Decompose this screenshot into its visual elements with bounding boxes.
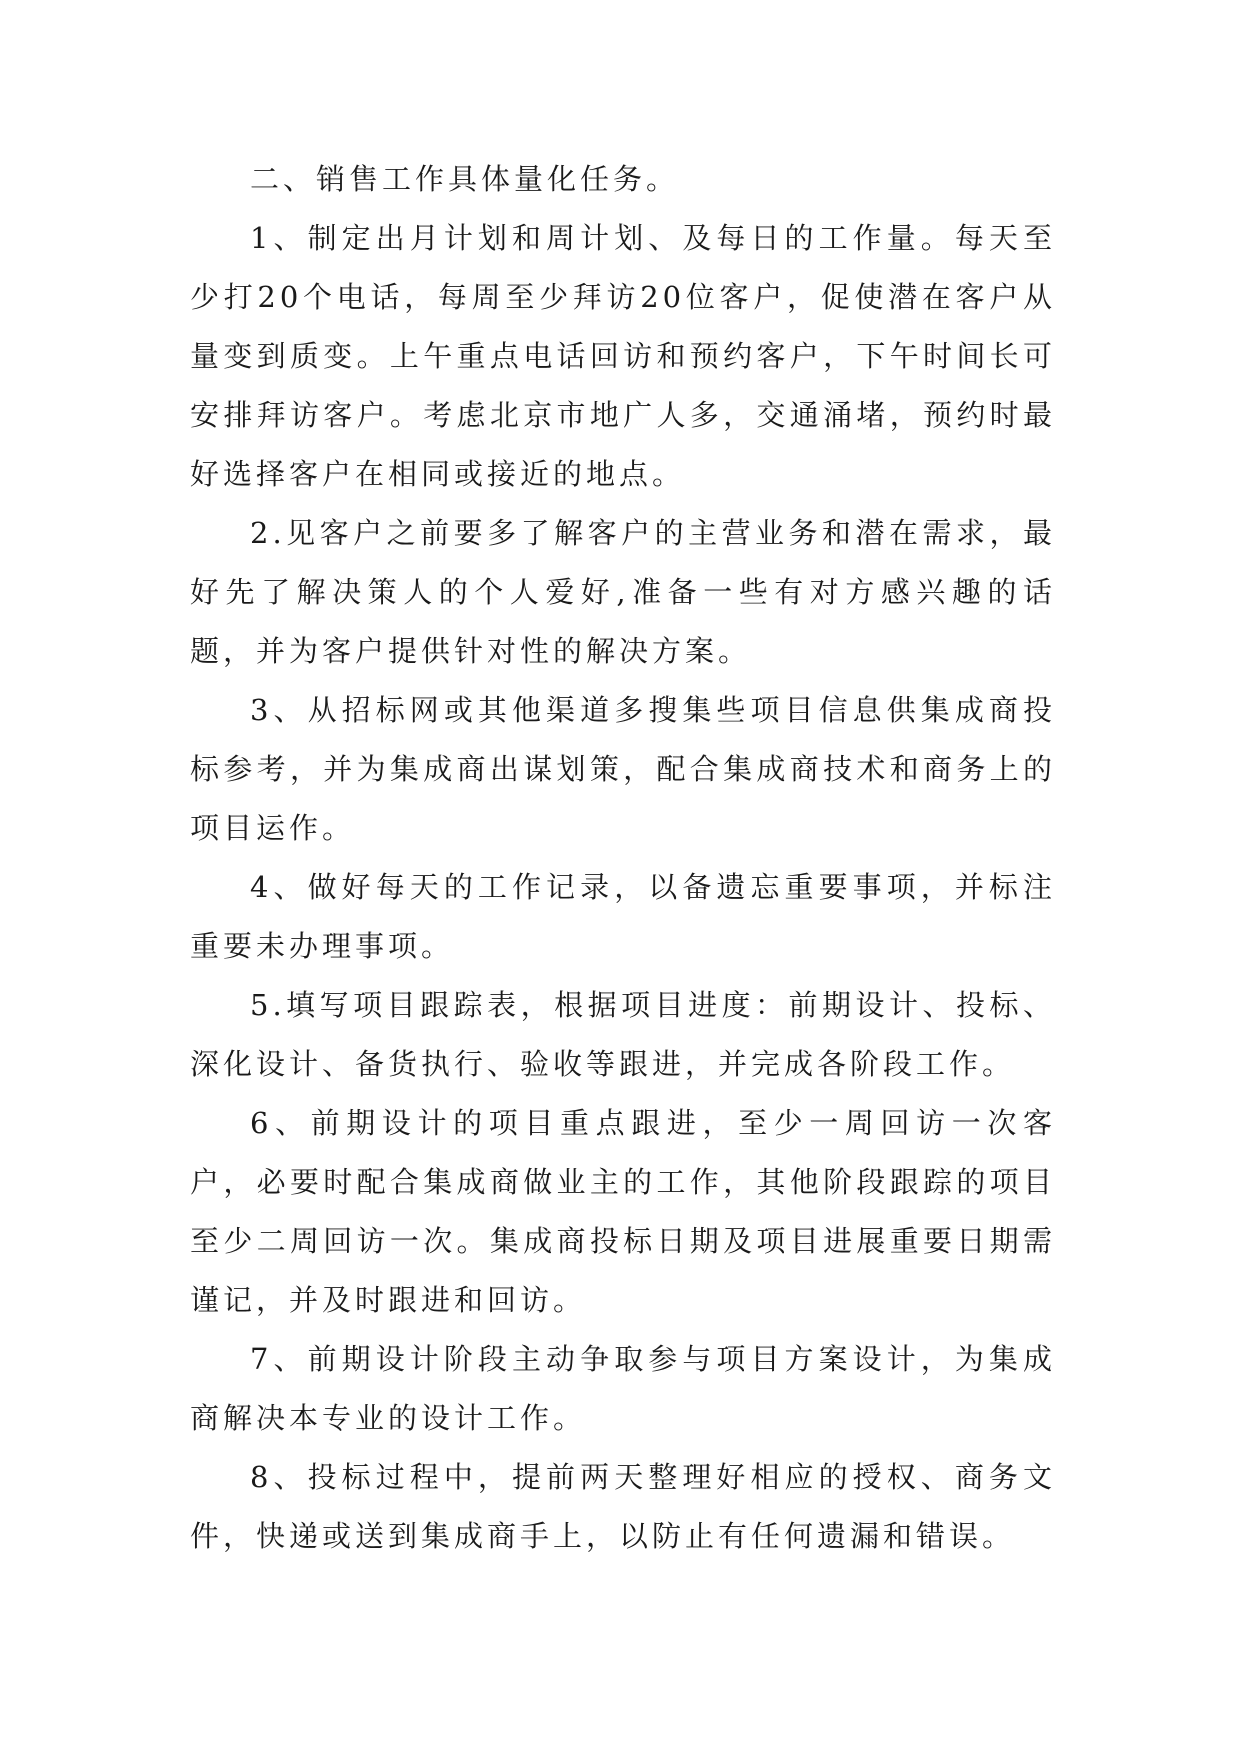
- section-heading: 二、销售工作具体量化任务。: [250, 162, 680, 196]
- paragraph-4: 4、做好每天的工作记录，以备遗忘重要事项，并标注重要未办理事项。: [190, 870, 1056, 963]
- paragraph-8: 8、投标过程中，提前两天整理好相应的授权、商务文件，快递或送到集成商手上，以防止有任何遗漏和错误。: [190, 1460, 1056, 1553]
- document-body: [190, 150, 1056, 1566]
- paragraph-5: 5.填写项目跟踪表，根据项目进度：前期设计、投标、深化设计、备货执行、验收等跟进，并完成各阶段工作。: [190, 988, 1056, 1081]
- paragraph-2: 2.见客户之前要多了解客户的主营业务和潜在需求，最好先了解决策人的个人爱好,准备一些有对方感兴趣的话题，并为客户提供针对性的解决方案。: [190, 516, 1056, 668]
- paragraph-7: 7、前期设计阶段主动争取参与项目方案设计，为集成商解决本专业的设计工作。: [190, 1342, 1056, 1435]
- paragraph-1: 1、制定出月计划和周计划、及每日的工作量。每天至少打20个电话，每周至少拜访20位客户，促使潜在客户从量变到质变。上午重点电话回访和预约客户，下午时间长可安排拜访客户。考虑北京市地广人多，交通涌堵，预约时最好选择客户在相同或接近的地点。: [190, 221, 1056, 491]
- paragraph-6: 6、前期设计的项目重点跟进，至少一周回访一次客户，必要时配合集成商做业主的工作，其他阶段跟踪的项目至少二周回访一次。集成商投标日期及项目进展重要日期需谨记，并及时跟进和回访。: [190, 1106, 1056, 1317]
- paragraph-3: 3、从招标网或其他渠道多搜集些项目信息供集成商投标参考，并为集成商出谋划策，配合集成商技术和商务上的项目运作。: [190, 693, 1056, 845]
